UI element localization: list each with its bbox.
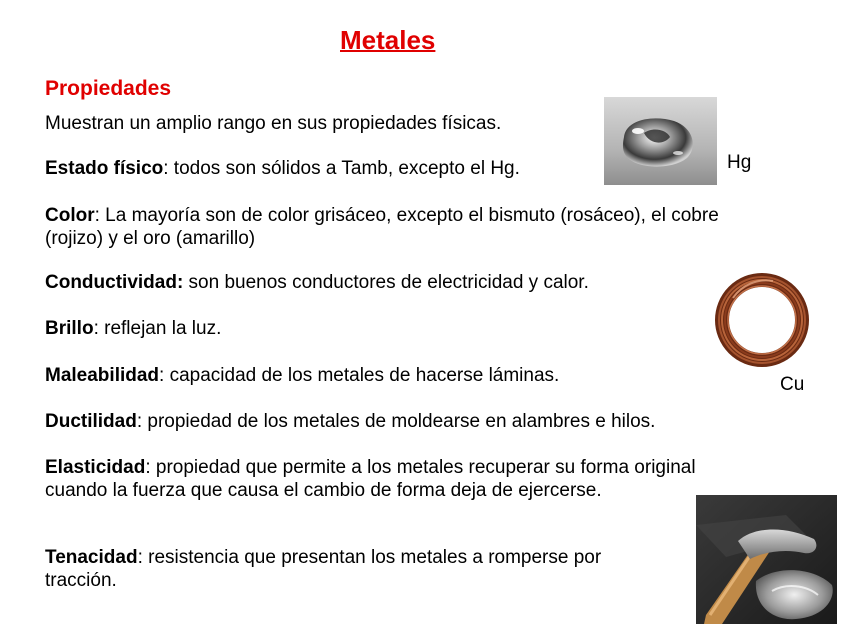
copper-wire-coil-icon <box>713 273 811 367</box>
mercury-droplet-icon <box>604 97 717 185</box>
property-desc: capacidad de los metales de hacerse láminas. <box>164 365 560 386</box>
property-desc: La mayoría son de color grisáceo, excepto el bismuto (rosáceo), el cobre (rojizo) y el oro (amarillo) <box>45 205 719 249</box>
property-term: Conductividad <box>45 272 177 293</box>
intro-text: Muestran un amplio rango en sus propiedades físicas. <box>45 113 502 134</box>
copper-caption: Cu <box>780 374 805 395</box>
property-separator: : <box>176 272 184 293</box>
property-term: Estado físico <box>45 158 164 179</box>
property-term: Ductilidad <box>45 411 137 432</box>
property-separator: : <box>145 457 151 478</box>
property-term: Maleabilidad <box>45 365 160 386</box>
property-desc: reflejan la luz. <box>98 318 222 339</box>
property-tenacidad <box>45 546 675 592</box>
property-color <box>45 204 735 250</box>
property-desc: todos son sólidos a Tamb, excepto el Hg. <box>168 158 520 179</box>
property-separator: : <box>159 365 165 386</box>
copper-photo <box>713 273 811 367</box>
page-title: Metales <box>340 25 436 55</box>
section-subtitle: Propiedades <box>45 77 172 100</box>
mercury-caption: Hg <box>727 152 752 173</box>
property-term: Elasticidad <box>45 457 146 478</box>
mercury-photo <box>604 97 717 185</box>
property-desc: resistencia que presentan los metales a romperse por tracción. <box>45 547 602 591</box>
property-brillo <box>45 317 745 340</box>
property-separator: : <box>163 158 169 179</box>
property-term: Tenacidad <box>45 547 138 568</box>
property-separator: : <box>137 547 143 568</box>
property-desc: son buenos conductores de electricidad y calor. <box>183 272 589 293</box>
property-term: Color <box>45 205 95 226</box>
property-elasticidad <box>45 456 705 502</box>
property-conductividad <box>45 271 745 294</box>
property-ductilidad <box>45 410 765 433</box>
property-desc: propiedad de los metales de moldearse en alambres e hilos. <box>142 411 656 432</box>
property-desc: propiedad que permite a los metales recuperar su forma original cuando la fuerza que causa el cambio de forma deja de ejercerse. <box>45 457 696 501</box>
property-separator: : <box>93 318 99 339</box>
property-maleabilidad <box>45 364 745 387</box>
hammer-photo <box>696 495 837 624</box>
property-separator: : <box>94 205 100 226</box>
hammer-and-metal-icon <box>696 495 837 624</box>
property-term: Brillo <box>45 318 94 339</box>
property-separator: : <box>136 411 143 432</box>
